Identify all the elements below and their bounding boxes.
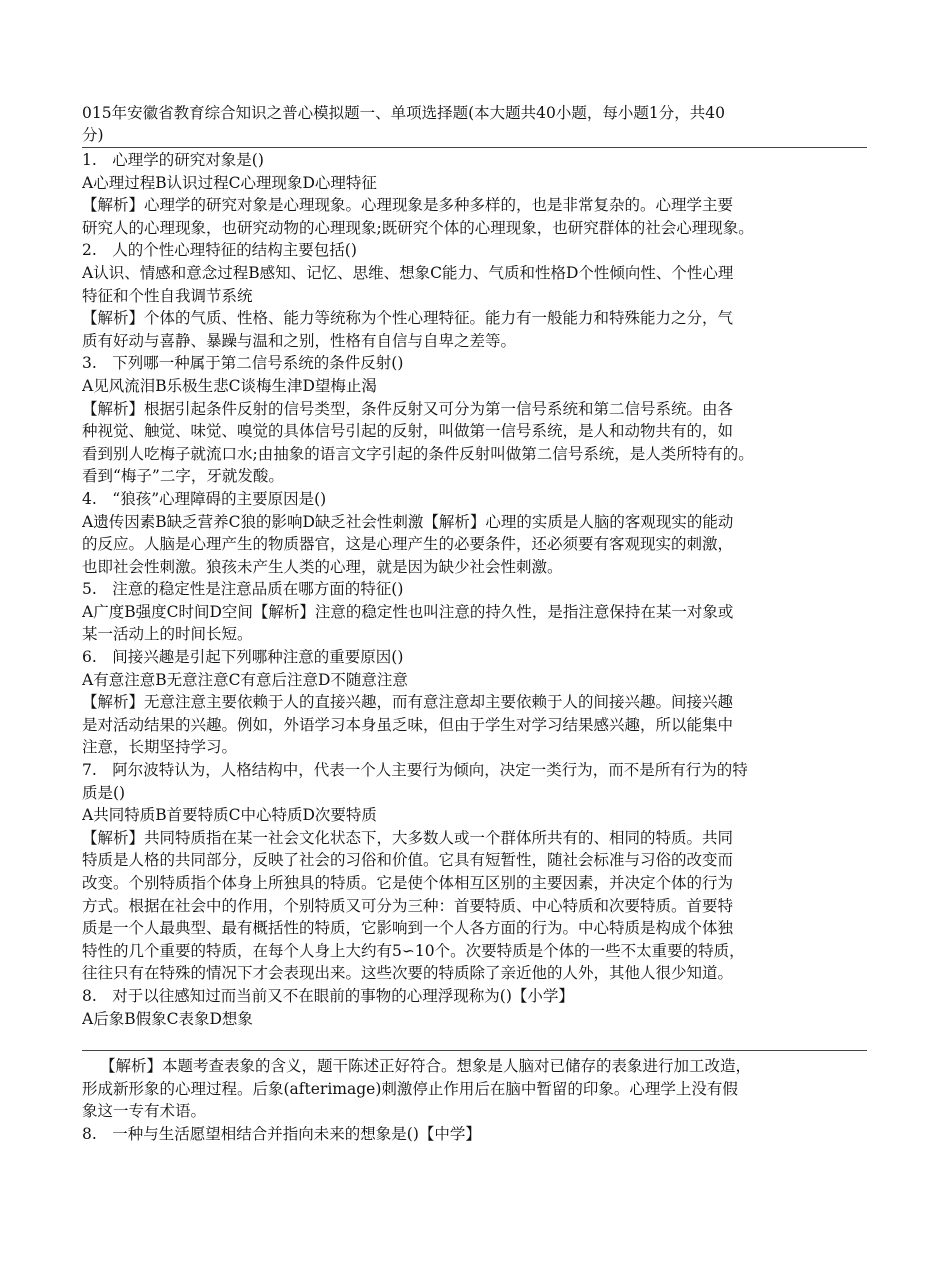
- text-line: 形成新形象的心理过程。后象(afterimage)刺激停止作用后在脑中暂留的印象。心理学上没有假: [82, 1079, 738, 1098]
- text-line: 4. “狼孩”心理障碍的主要原因是(): [82, 489, 327, 508]
- text-line: 研究人的心理现象，也研究动物的心理现象;既研究个体的心理现象，也研究群体的社会心理现象。: [82, 218, 754, 237]
- text-line: 8. 对于以往感知过而当前又不在眼前的事物的心理浮现称为()【小学】: [82, 986, 574, 1005]
- text-line: A共同特质B首要特质C中心特质D次要特质: [82, 806, 377, 825]
- title-line: 015年安徽省教育综合知识之普心模拟题一、单项选择题(本大题共40小题，每小题1分，共40: [82, 104, 725, 122]
- title-line: 分): [82, 126, 104, 144]
- section-divider: [82, 1050, 867, 1051]
- text-line: 3. 下列哪一种属于第二信号系统的条件反射(): [82, 354, 404, 373]
- text-line: 8. 一种与生活愿望相结合并指向未来的想象是()【中学】: [82, 1124, 481, 1143]
- document-title: [82, 102, 870, 146]
- text-line: 【解析】个体的气质、性格、能力等统称为个性心理特征。能力有一般能力和特殊能力之分，气: [82, 309, 734, 328]
- text-line: A遗传因素B缺乏营养C狼的影响D缺乏社会性刺激【解析】心理的实质是人脑的客观现实的能动: [82, 512, 734, 531]
- text-line: 象这一专有术语。: [82, 1102, 207, 1121]
- text-line: 【解析】心理学的研究对象是心理现象。心理现象是多种多样的，也是非常复杂的。心理学主要: [82, 196, 734, 215]
- text-line: A心理过程B认识过程C心理现象D心理特征: [82, 173, 377, 192]
- header-rule: [82, 147, 867, 148]
- text-line: 也即社会性刺激。狼孩未产生人类的心理，就是因为缺少社会性刺激。: [82, 557, 563, 576]
- text-line: 种视觉、触觉、味觉、嗅觉的具体信号引起的反射，叫做第一信号系统，是人和动物共有的，如: [82, 422, 734, 441]
- text-line: 特征和个性自我调节系统: [82, 286, 253, 305]
- text-line: 质是一个人最典型、最有概括性的特质，它影响到一个人各方面的行为。中心特质是构成个体独: [82, 919, 734, 938]
- text-line: 质是(): [82, 783, 126, 802]
- question-section-2: [82, 1055, 870, 1145]
- text-line: 特质是人格的共同部分，反映了社会的习俗和价值。它具有短暂性，随社会标准与习俗的改变而: [82, 851, 734, 870]
- text-line: A有意注意B无意注意C有意后注意D不随意注意: [82, 670, 408, 689]
- text-line: A广度B强度C时间D空间【解析】注意的稳定性也叫注意的持久性，是指注意保持在某一对象或: [82, 602, 734, 621]
- text-line: 的反应。人脑是心理产生的物质器官，这是心理产生的必要条件，还必须要有客观现实的刺激，: [82, 535, 734, 554]
- text-line: 看到“梅子”二字，牙就发酸。: [82, 467, 284, 486]
- text-line: A认识、情感和意念过程B感知、记忆、思维、想象C能力、气质和性格D个性倾向性、个性心理: [82, 263, 734, 282]
- text-line: 看到别人吃梅子就流口水;由抽象的语言文字引起的条件反射叫做第二信号系统，是人类所特有的。: [82, 444, 754, 463]
- section-gap: [82, 1030, 870, 1050]
- text-line: 【解析】根据引起条件反射的信号类型，条件反射又可分为第一信号系统和第二信号系统。由各: [82, 399, 734, 418]
- text-line: 改变。个别特质指个体身上所独具的特质。它是使个体相互区别的主要因素，并决定个体的行为: [82, 874, 734, 892]
- question-section-1: [82, 149, 870, 1030]
- text-line: A后象B假象C表象D想象: [82, 1009, 253, 1028]
- text-line: 质有好动与喜静、暴躁与温和之别，性格有自信与自卑之差等。: [82, 331, 517, 350]
- text-line: 是对活动结果的兴趣。例如，外语学习本身虽乏味，但由于学生对学习结果感兴趣，所以能集中: [82, 715, 734, 734]
- document-page: [82, 102, 870, 1146]
- text-line: 某一活动上的时间长短。: [82, 625, 253, 644]
- text-line: 注意，长期坚持学习。: [82, 738, 238, 757]
- text-line: 【解析】本题考查表象的含义，题干陈述正好符合。想象是人脑对已储存的表象进行加工改造，: [100, 1057, 752, 1076]
- text-line: 方式。根据在社会中的作用，个别特质又可分为三种：首要特质、中心特质和次要特质。首要特: [82, 896, 734, 915]
- text-line: 【解析】无意注意主要依赖于人的直接兴趣，而有意注意却主要依赖于人的间接兴趣。间接兴趣: [82, 693, 734, 712]
- text-line: A见风流泪B乐极生悲C谈梅生津D望梅止渴: [82, 376, 377, 395]
- text-line: 特性的几个重要的特质，在每个人身上大约有5∽10个。次要特质是个体的一些不太重要的特质，: [82, 941, 745, 960]
- text-line: 【解析】共同特质指在某一社会文化状态下，大多数人或一个群体所共有的、相同的特质。共同: [82, 828, 734, 847]
- text-line: 往往只有在特殊的情况下才会表现出来。这些次要的特质除了亲近他的人外，其他人很少知道。: [82, 964, 734, 983]
- text-line: 5. 注意的稳定性是注意品质在哪方面的特征(): [82, 580, 404, 599]
- text-line: 2. 人的个性心理特征的结构主要包括(): [82, 241, 357, 260]
- text-line: 7. 阿尔波特认为，人格结构中，代表一个人主要行为倾向，决定一类行为，而不是所有行为的特: [82, 761, 748, 780]
- text-line: 1. 心理学的研究对象是(): [82, 151, 264, 169]
- text-line: 6. 间接兴趣是引起下列哪种注意的重要原因(): [82, 648, 404, 667]
